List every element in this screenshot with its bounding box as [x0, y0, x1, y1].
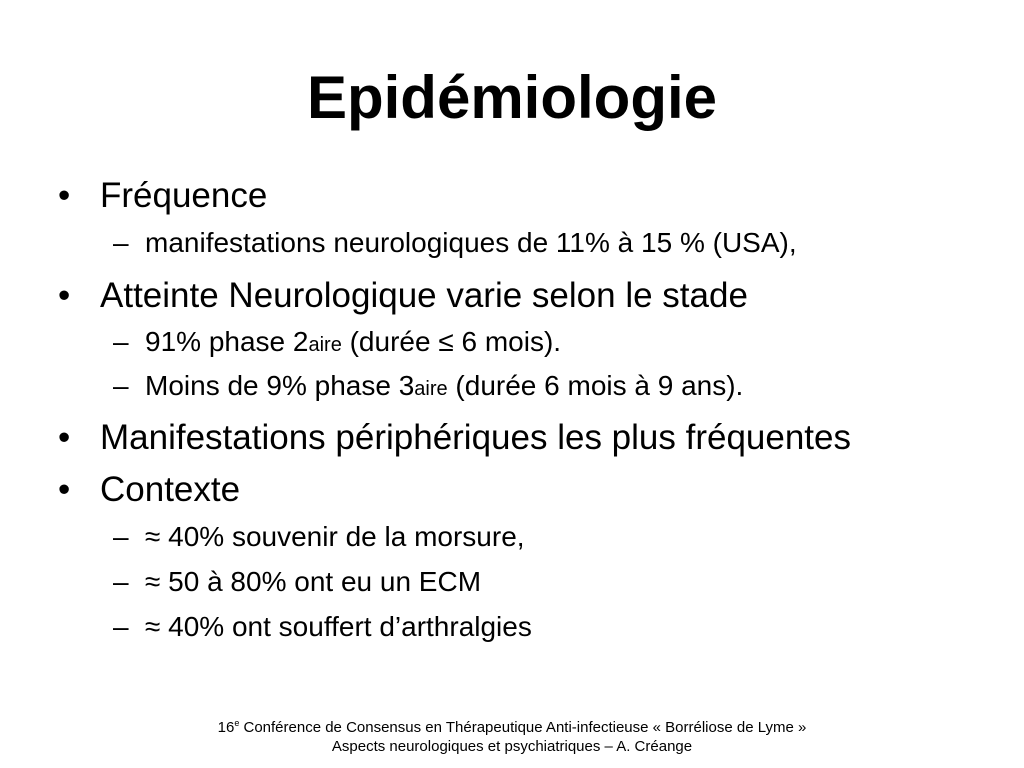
text-rest: (durée ≤ 6 mois). — [341, 326, 562, 357]
dash-icon: – — [113, 566, 129, 597]
bullet-icon: • — [58, 470, 71, 509]
bullet-icon: • — [58, 176, 71, 215]
text-main: 91% phase 2 — [145, 326, 309, 357]
dash-icon: – — [113, 521, 129, 552]
sub-bullet-text: ≈ 40% ont souffert d’arthralgies — [145, 611, 532, 642]
sub-bullet-text: ≈ 40% souvenir de la morsure, — [145, 521, 525, 552]
footer-edition-superscript: e — [234, 718, 240, 728]
bullet-text: Fréquence — [100, 176, 268, 215]
sub-bullet-text: manifestations neurologiques de 11% à 15 % (USA), — [145, 227, 797, 258]
text-small-suffix: aire — [414, 378, 448, 400]
bullet-icon: • — [58, 276, 71, 315]
sub-bullet-text: ≈ 50 à 80% ont eu un ECM — [145, 566, 482, 597]
dash-icon: – — [113, 326, 129, 357]
footer-conference-title: Conférence de Consensus en Thérapeutique Anti-infectieuse « Borréliose de Lyme » — [239, 719, 807, 736]
dash-icon: – — [113, 611, 129, 642]
bullet-text: Manifestations périphériques les plus fréquentes — [100, 418, 851, 457]
dash-icon: – — [113, 370, 129, 401]
footer-conference-line — [0, 714, 1024, 737]
slide-title: Epidémiologie — [306, 64, 718, 131]
text-main: Moins de 9% phase 3 — [145, 370, 415, 401]
bullet-text: Atteinte Neurologique varie selon le stade — [100, 276, 748, 315]
footer-edition-number: 16 — [217, 719, 235, 736]
dash-icon: – — [113, 227, 129, 258]
bullet-text: Contexte — [100, 470, 241, 509]
footer-author-line: Aspects neurologiques et psychiatriques – A. Créange — [331, 738, 693, 755]
bullet-icon: • — [58, 418, 71, 457]
sub-bullet-text — [145, 325, 561, 362]
slide-footer — [0, 714, 1024, 756]
text-small-suffix: aire — [308, 334, 342, 356]
text-rest: (durée 6 mois à 9 ans). — [447, 370, 744, 401]
sub-bullet-text — [145, 369, 743, 406]
